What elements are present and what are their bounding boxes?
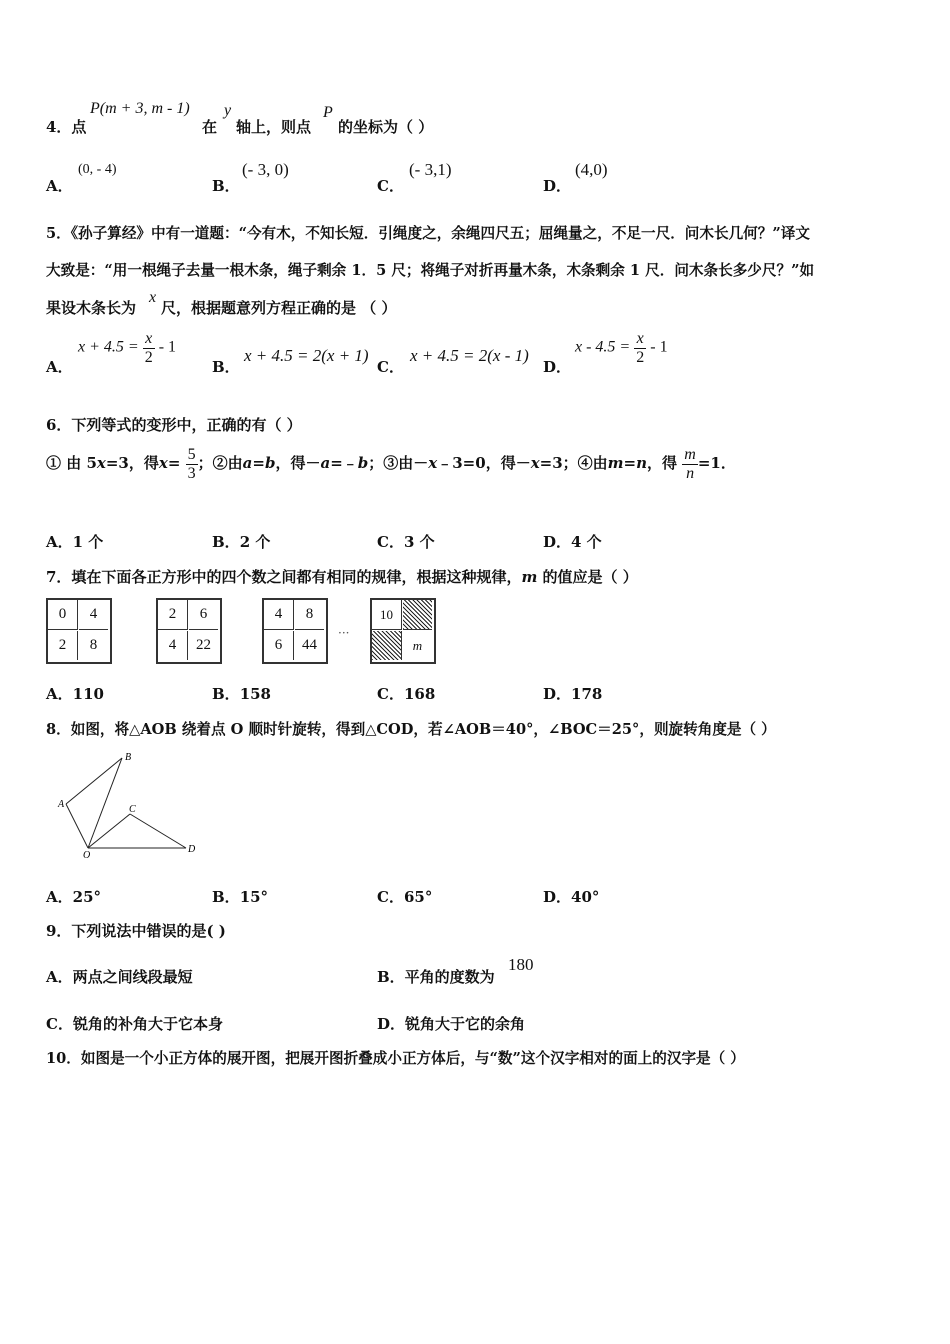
q7-s2-br: 22	[196, 637, 211, 653]
q6-s3a: x	[428, 454, 438, 473]
q6-s4a: m	[607, 454, 624, 473]
q7-s3-tr: 8	[295, 600, 324, 630]
q7-s3-bl: 6	[264, 631, 294, 660]
q5-a-num: x	[143, 330, 155, 349]
q10-title: 10．如图是一个小正方体的展开图，把展开图折叠成小正方体后，与“数”这个汉字相对的面上的汉字是（ ）	[46, 1050, 745, 1067]
q6-s4e: =1．	[697, 454, 736, 473]
q6-option-d: D．4 个	[543, 533, 602, 551]
q6-s1b: x	[96, 454, 106, 473]
q5-option-a-value	[78, 330, 176, 366]
q6-frac2-num: m	[684, 446, 696, 463]
q4-option-d-label: D．	[543, 177, 572, 195]
q8-option-a: A．25°	[46, 888, 102, 906]
q6-s2f: =﹣	[330, 454, 358, 473]
q7-s1-bl: 2	[48, 631, 78, 660]
q4-option-b-label: B．	[212, 177, 240, 195]
q4-option-b-value: (- 3, 0)	[242, 160, 289, 179]
q8-segment-cd	[130, 814, 186, 848]
q4-text-2: 轴上，则点	[236, 118, 312, 136]
q6-frac2-den: n	[686, 464, 695, 482]
q4-option-c-label: C．	[377, 177, 404, 195]
q6-s2: ；②由	[197, 454, 243, 473]
q6-s4b: =	[623, 454, 637, 473]
q6-option-c: C．3 个	[377, 533, 435, 551]
q5-line-2: 大致是：“用一根绳子去量一根木条，绳子剩余 1．5 尺；将绳子对折再量木条，木条剩余 1 尺．问木条长多少尺？”如	[46, 262, 815, 279]
q4-option-a-label: A．	[46, 177, 73, 195]
q5-option-d-label: D．	[543, 358, 572, 376]
q7-s4-tl: 10	[372, 600, 402, 630]
q6-s3d: =3；④由	[539, 454, 608, 473]
q6-title: 6．下列等式的变形中，正确的有（ ）	[46, 416, 302, 434]
q5-option-a-label: A．	[46, 358, 73, 376]
q8-option-d: D．40°	[543, 888, 600, 906]
q5-line-1: 5．《孙子算经》中有一道题：“今有木，不知长短．引绳度之，余绳四尺五；屈绳量之，不足一尺．问木长几何？”译文	[46, 225, 810, 242]
q8-label-b: B	[125, 752, 132, 763]
q7-s1-br: 8	[89, 637, 98, 653]
q9-title: 9．下列说法中错误的是( )	[46, 922, 226, 940]
q8-segment-ao	[66, 804, 88, 848]
q9-option-d: D．锐角大于它的余角	[377, 1015, 526, 1033]
q5-d-right: - 1	[650, 338, 668, 356]
q7-square-3	[262, 598, 328, 664]
q5-a-den: 2	[144, 348, 153, 366]
q7-s2-tl: 2	[158, 600, 188, 630]
q8-label-a: A	[58, 799, 65, 810]
q4-number: 4．点	[46, 118, 87, 136]
q4-option-c-value: (- 3,1)	[409, 160, 452, 179]
q8-rotation-figure	[50, 748, 210, 863]
q6-frac1-num: 5	[187, 446, 196, 463]
q7-square-2	[156, 598, 222, 664]
q6-s1c: =3，得	[105, 454, 159, 473]
q5-option-c-value: x + 4.5 = 2(x - 1)	[410, 346, 529, 365]
q5-a-right: - 1	[158, 338, 177, 356]
q6-frac1-den: 3	[187, 464, 196, 482]
q4-axis: y	[224, 102, 232, 119]
q6-option-a: A．1 个	[46, 533, 104, 551]
q5-a-left: x + 4.5 =	[78, 338, 139, 356]
q8-option-c: C．65°	[377, 888, 433, 906]
q5-option-c-label: C．	[377, 358, 404, 376]
q7-s4-br: m	[412, 637, 423, 653]
q5-line-3b: 尺，根据题意列方程正确的是 （ ）	[161, 299, 397, 317]
q5-d-left: x - 4.5 =	[575, 338, 631, 356]
q7-square-4	[370, 598, 436, 664]
q6-statements	[46, 446, 736, 482]
q7-option-b: B．158	[212, 685, 271, 703]
q7-square-1	[46, 598, 112, 664]
q9-option-b: B．平角的度数为	[377, 968, 495, 986]
q7-option-d: D．178	[543, 685, 603, 703]
q6-s2b: =	[252, 454, 265, 473]
q6-s2c: b	[264, 454, 276, 473]
q4-point-expr: P(m + 3, m - 1)	[90, 100, 190, 117]
q8-label-o: O	[83, 850, 91, 861]
q6-s1a: ① 由 5	[46, 454, 97, 473]
q6-s2e: a	[320, 454, 331, 473]
q7-option-a: A．110	[46, 685, 104, 703]
q5-option-d-value	[575, 330, 668, 366]
q6-s3b: ﹣3=0，得－	[437, 454, 531, 473]
q8-label-c: C	[129, 804, 136, 815]
q7-s4-bl-hatched	[372, 631, 402, 660]
q5-var-x: x	[149, 289, 157, 306]
q5-option-b-value: x + 4.5 = 2(x + 1)	[244, 346, 369, 365]
q6-s3c: x	[530, 454, 540, 473]
q8-option-b: B．15°	[212, 888, 269, 906]
q7-title: 7．填在下面各正方形中的四个数之间都有相同的规律，根据这种规律，m 的值应是（ ）	[46, 568, 638, 586]
q7-s2-tr: 6	[189, 600, 218, 630]
q7-s3-tl: 4	[264, 600, 294, 630]
q7-s2-bl: 4	[158, 631, 188, 660]
q4-text-3: 的坐标为（ ）	[338, 118, 434, 136]
q5-d-num: x	[634, 330, 646, 349]
q4-text-1: 在	[202, 118, 218, 136]
q6-s1d: x	[158, 454, 168, 473]
q6-s3: ；③由－	[368, 454, 429, 473]
q8-label-d: D	[188, 844, 196, 855]
q5-option-b-label: B．	[212, 358, 240, 376]
q9-option-c: C．锐角的补角大于它本身	[46, 1015, 223, 1033]
q6-s2g: b	[357, 454, 369, 473]
q6-s4d: ，得	[647, 454, 678, 473]
q5-d-den: 2	[636, 348, 645, 366]
q7-dots: ···	[338, 626, 350, 640]
q7-s1-tr: 4	[79, 600, 108, 630]
q6-option-b: B．2 个	[212, 533, 271, 551]
q4-point: P	[323, 104, 333, 121]
q6-s2d: ，得－	[275, 454, 321, 473]
q9-option-a: A．两点之间线段最短	[46, 968, 193, 986]
q7-s4-tr-hatched	[403, 600, 432, 630]
q4-option-a-value: (0, - 4)	[78, 162, 117, 177]
q7-s3-br: 44	[302, 637, 317, 653]
q6-s2a: a	[242, 454, 253, 473]
q9-option-b-value: 180	[508, 955, 534, 974]
q6-s1e: =	[167, 454, 181, 473]
q7-s1-tl: 0	[48, 600, 78, 630]
q7-option-c: C．168	[377, 685, 436, 703]
q4-option-d-value: (4,0)	[575, 160, 608, 179]
q6-s4c: n	[636, 454, 648, 473]
q8-title: 8．如图，将△AOB 绕着点 O 顺时针旋转，得到△COD，若∠AOB＝40°，∠BOC＝25°，则旋转角度是（ ）	[46, 721, 776, 738]
q5-line-3a: 果设木条长为	[46, 299, 137, 317]
